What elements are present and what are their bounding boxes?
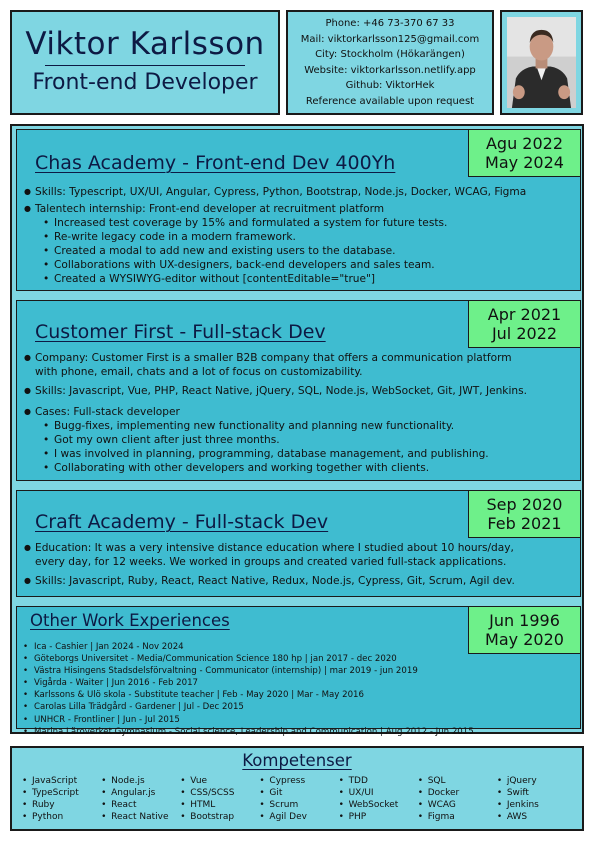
skill-item: • TDD <box>339 775 418 787</box>
list-item-text: Talentech internship: Front-end developer at recruitment platform <box>35 203 385 215</box>
list-item: • UNHCR - Frontliner | Jun - Jul 2015 <box>23 714 576 726</box>
list-item: ● Company: Customer First is a smaller B2B company that offers a communication platform with phone, email, chats and a lot of focus on customizability. <box>24 351 530 379</box>
sub-item: • Re-write legacy code in a modern framework. <box>43 230 572 244</box>
skill-item: • Cypress <box>259 775 338 787</box>
person-name: Viktor Karlsson <box>25 26 265 62</box>
date-badge <box>468 130 580 177</box>
section-title: Chas Academy - Front-end Dev 400Yh <box>35 152 396 174</box>
list-item: • Carolas Lilla Trädgård - Gardener | Jul - Dec 2015 <box>23 701 576 713</box>
list-item: ● Skills: Javascript, Ruby, React, React Native, Redux, Node.js, Cypress, Git, Scrum, Agil dev. <box>24 574 530 588</box>
date-start: Jun 1996 <box>489 611 560 630</box>
contact-github: Github: ViktorHek <box>345 80 435 92</box>
name-card <box>10 10 280 115</box>
bullet-list <box>24 185 572 286</box>
skill-item: • Node.js <box>101 775 180 787</box>
bullet-list <box>24 541 530 588</box>
skill-item: • WebSocket <box>339 799 418 811</box>
list-item: • Vigårda - Waiter | Jun 2016 - Feb 2017 <box>23 677 576 689</box>
skill-item: • Jenkins <box>497 799 576 811</box>
skills-columns <box>22 775 576 823</box>
date-badge <box>468 491 580 538</box>
list-item <box>24 202 572 286</box>
skill-item: • Figma <box>418 811 497 823</box>
skill-item: • HTML <box>180 799 259 811</box>
skill-item: • Agil Dev <box>259 811 338 823</box>
contact-city: City: Stockholm (Hökarängen) <box>315 49 465 61</box>
list-item: • Västra Hisingens Stadsdelsförvaltning - Communicator (internship) | mar 2019 - jun 2019 <box>23 665 576 677</box>
skill-item: • jQuery <box>497 775 576 787</box>
date-start: Apr 2021 <box>487 305 562 324</box>
list-item: ● Skills: Typescript, UX/UI, Angular, Cypress, Python, Bootstrap, Node.js, Docker, WCAG, Figma <box>24 185 572 199</box>
contact-mail: Mail: viktorkarlsson125@gmail.com <box>300 33 480 45</box>
skill-item: • Angular.js <box>101 787 180 799</box>
date-badge <box>468 301 580 348</box>
other-work-experiences <box>16 606 581 737</box>
date-start: Sep 2020 <box>486 495 563 514</box>
skill-item: • JavaScript <box>22 775 101 787</box>
skills-column <box>180 775 259 823</box>
sub-item: • I was involved in planning, programming, database management, and publishing. <box>43 447 530 461</box>
job-title: Front-end Developer <box>32 70 258 95</box>
sub-item: • Increased test coverage by 15% and formulated a system for future tests. <box>43 216 572 230</box>
skill-item: • Ruby <box>22 799 101 811</box>
skills-panel <box>10 746 584 831</box>
sub-item: • Collaborating with other developers and working together with clients. <box>43 461 530 475</box>
section-title: Customer First - Full-stack Dev <box>35 321 326 343</box>
list-item: ● Skills: Javascript, Vue, PHP, React Native, jQuery, SQL, Node.js, WebSocket, Git, JWT, Jenkins. <box>24 384 530 398</box>
skill-item: • WCAG <box>418 799 497 811</box>
sub-list <box>43 419 530 475</box>
contact-website: Website: viktorkarlsson.netlify.app <box>304 64 476 76</box>
list-item: • Ica - Cashier | Jan 2024 - Nov 2024 <box>23 641 576 653</box>
skill-item: • Scrum <box>259 799 338 811</box>
list-item-text: Cases: Full-stack developer <box>35 406 180 418</box>
skills-column <box>497 775 576 823</box>
sub-list <box>43 216 572 286</box>
skill-item: • AWS <box>497 811 576 823</box>
date-end: May 2024 <box>485 153 564 172</box>
date-start: Agu 2022 <box>485 134 564 153</box>
date-end: Feb 2021 <box>487 514 562 533</box>
contact-phone: Phone: +46 73-370 67 33 <box>325 18 455 29</box>
list-item: • Marina Läroverket Gymnasium - Social science, Leadership and Communication | Aug 2012 - Jun 2015 <box>23 726 576 738</box>
sub-item: • Created a WYSIWYG-editor without [contentEditable="true"] <box>43 272 572 286</box>
skill-item: • Vue <box>180 775 259 787</box>
sub-item: • Collaborations with UX-designers, back-end developers and sales team. <box>43 258 572 272</box>
portrait-image <box>507 17 576 108</box>
skills-column <box>339 775 418 823</box>
skill-item: • Docker <box>418 787 497 799</box>
skills-column <box>259 775 338 823</box>
profile-photo <box>500 10 583 115</box>
skill-item: • UX/UI <box>339 787 418 799</box>
sub-item: • Created a modal to add new and existing users to the database. <box>43 244 572 258</box>
skill-item: • SQL <box>418 775 497 787</box>
list-item <box>24 405 530 475</box>
skill-item: • Swift <box>497 787 576 799</box>
skill-item: • Python <box>22 811 101 823</box>
list-item: • Karlssons & Ulö skola - Substitute teacher | Feb - May 2020 | Mar - May 2016 <box>23 689 576 701</box>
sub-item: • Got my own client after just three months. <box>43 433 530 447</box>
list-item: • Göteborgs Universitet - Media/Communication Science 180 hp | jan 2017 - dec 2020 <box>23 653 576 665</box>
section-title: Other Work Experiences <box>30 611 230 630</box>
skill-item: • TypeScript <box>22 787 101 799</box>
contact-card <box>286 10 494 115</box>
skill-item: • React Native <box>101 811 180 823</box>
date-end: May 2020 <box>485 630 564 649</box>
experience-chas-academy <box>16 129 581 291</box>
name-divider <box>45 65 245 66</box>
work-list <box>23 641 576 738</box>
skill-item: • CSS/SCSS <box>180 787 259 799</box>
skills-column <box>101 775 180 823</box>
skill-item: • Bootstrap <box>180 811 259 823</box>
skills-title: Kompetenser <box>242 751 352 770</box>
skills-column <box>418 775 497 823</box>
skills-column <box>22 775 101 823</box>
skill-item: • React <box>101 799 180 811</box>
experience-craft-academy <box>16 490 581 597</box>
skill-item: • PHP <box>339 811 418 823</box>
sub-item: • Bugg-fixes, implementing new functionality and planning new functionality. <box>43 419 530 433</box>
date-end: Jul 2022 <box>491 324 558 343</box>
section-title: Craft Academy - Full-stack Dev <box>35 511 329 533</box>
skill-item: • Git <box>259 787 338 799</box>
list-item: ● Education: It was a very intensive distance education where I studied about 10 hours/day, every day, for 12 weeks. We worked in groups and created varied full-stack applications. <box>24 541 530 569</box>
contact-reference: Reference available upon request <box>305 95 475 107</box>
bullet-list <box>24 351 530 475</box>
experience-panel <box>10 124 584 737</box>
experience-customer-first <box>16 300 581 481</box>
